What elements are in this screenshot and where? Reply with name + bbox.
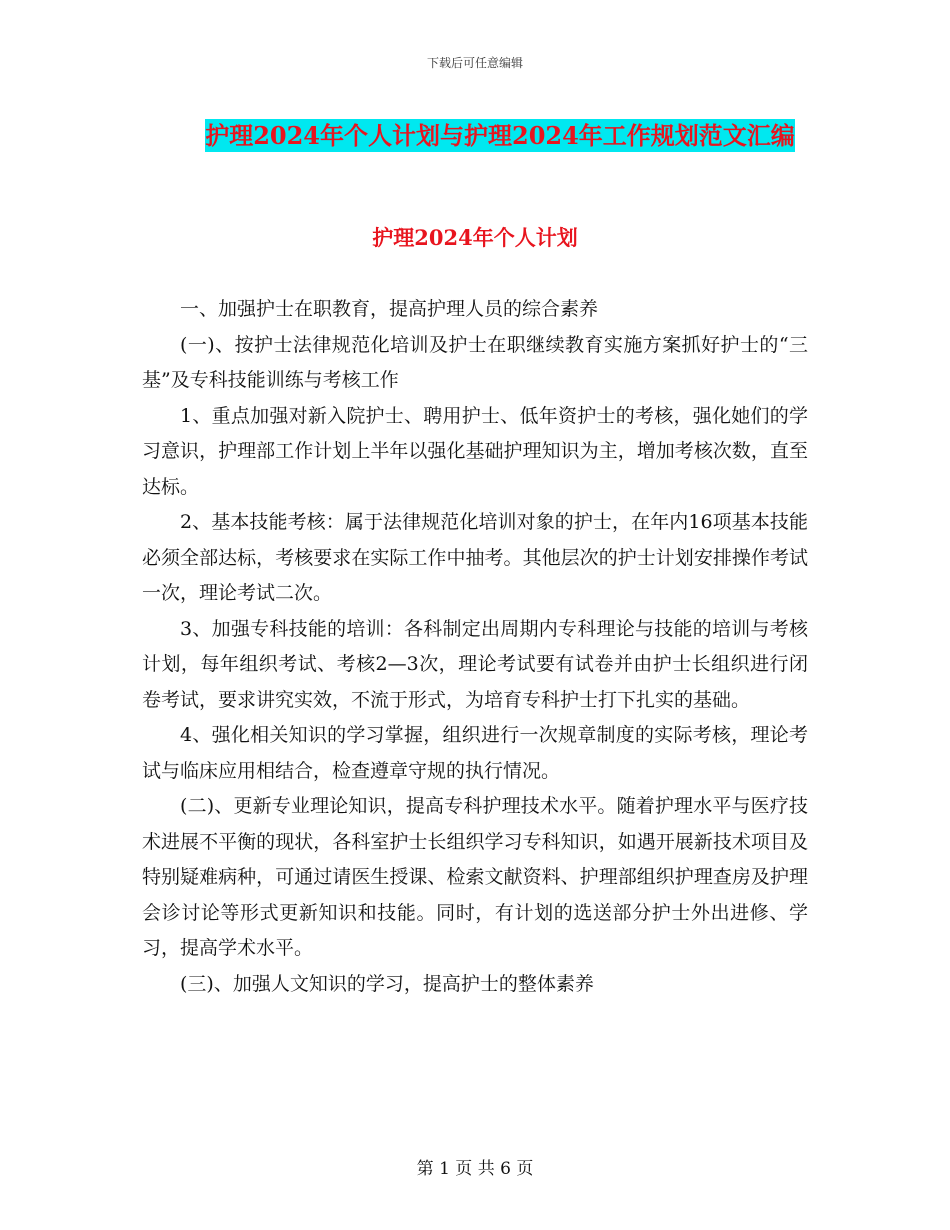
paragraph: 2、基本技能考核：属于法律规范化培训对象的护士，在年内16项基本技能必须全部达标，考核要求在实际工作中抽考。其他层次的护士计划安排操作考试一次，理论考试二次。 [142, 511, 808, 604]
paragraph: 4、强化相关知识的学习掌握，组织进行一次规章制度的实际考核，理论考试与临床应用相结合，检查遵章守规的执行情况。 [142, 724, 808, 782]
paragraph: 1、重点加强对新入院护士、聘用护士、低年资护士的考核，强化她们的学习意识，护理部工作计划上半年以强化基础护理知识为主，增加考核次数，直至达标。 [142, 404, 808, 498]
paragraph: (一)、按护士法律规范化培训及护士在职继续教育实施方案抓好护士的“三基”及专科技能训练与考核工作 [142, 333, 808, 391]
document-title-text: 护理2024年个人计划与护理2024年工作规划范文汇编 [205, 121, 795, 150]
paragraph: 一、加强护士在职教育，提高护理人员的综合素养 [180, 298, 599, 320]
section-title: 护理2024年个人计划 [372, 225, 578, 250]
header-note: 下载后可任意编辑 [426, 56, 523, 70]
paragraph: (三)、加强人文知识的学习，提高护士的整体素养 [180, 972, 594, 995]
page-footer: 第 1 页 共 6 页 [416, 1159, 534, 1179]
paragraph: (二)、更新专业理论知识，提高专科护理技术水平。随着护理水平与医疗技术进展不平衡的现状，各科室护士长组织学习专科知识，如遇开展新技术项目及特别疑难病种，可通过请医生授课、检索文献资料、护理部组织护理查房及护理会诊讨论等形式更新知识和技能。同时，有计划的选送部分护士外出进修、学习，提高学术水平。 [142, 795, 808, 959]
body-content [142, 292, 808, 1002]
document-title [140, 112, 860, 160]
paragraph: 3、加强专科技能的培训：各科制定出周期内专科理论与技能的培训与考核计划，每年组织考试、考核2—3次，理论考试要有试卷并由护士长组织进行闭卷考试，要求讲究实效，不流于形式，为培育专科护士打下扎实的基础。 [142, 617, 808, 711]
